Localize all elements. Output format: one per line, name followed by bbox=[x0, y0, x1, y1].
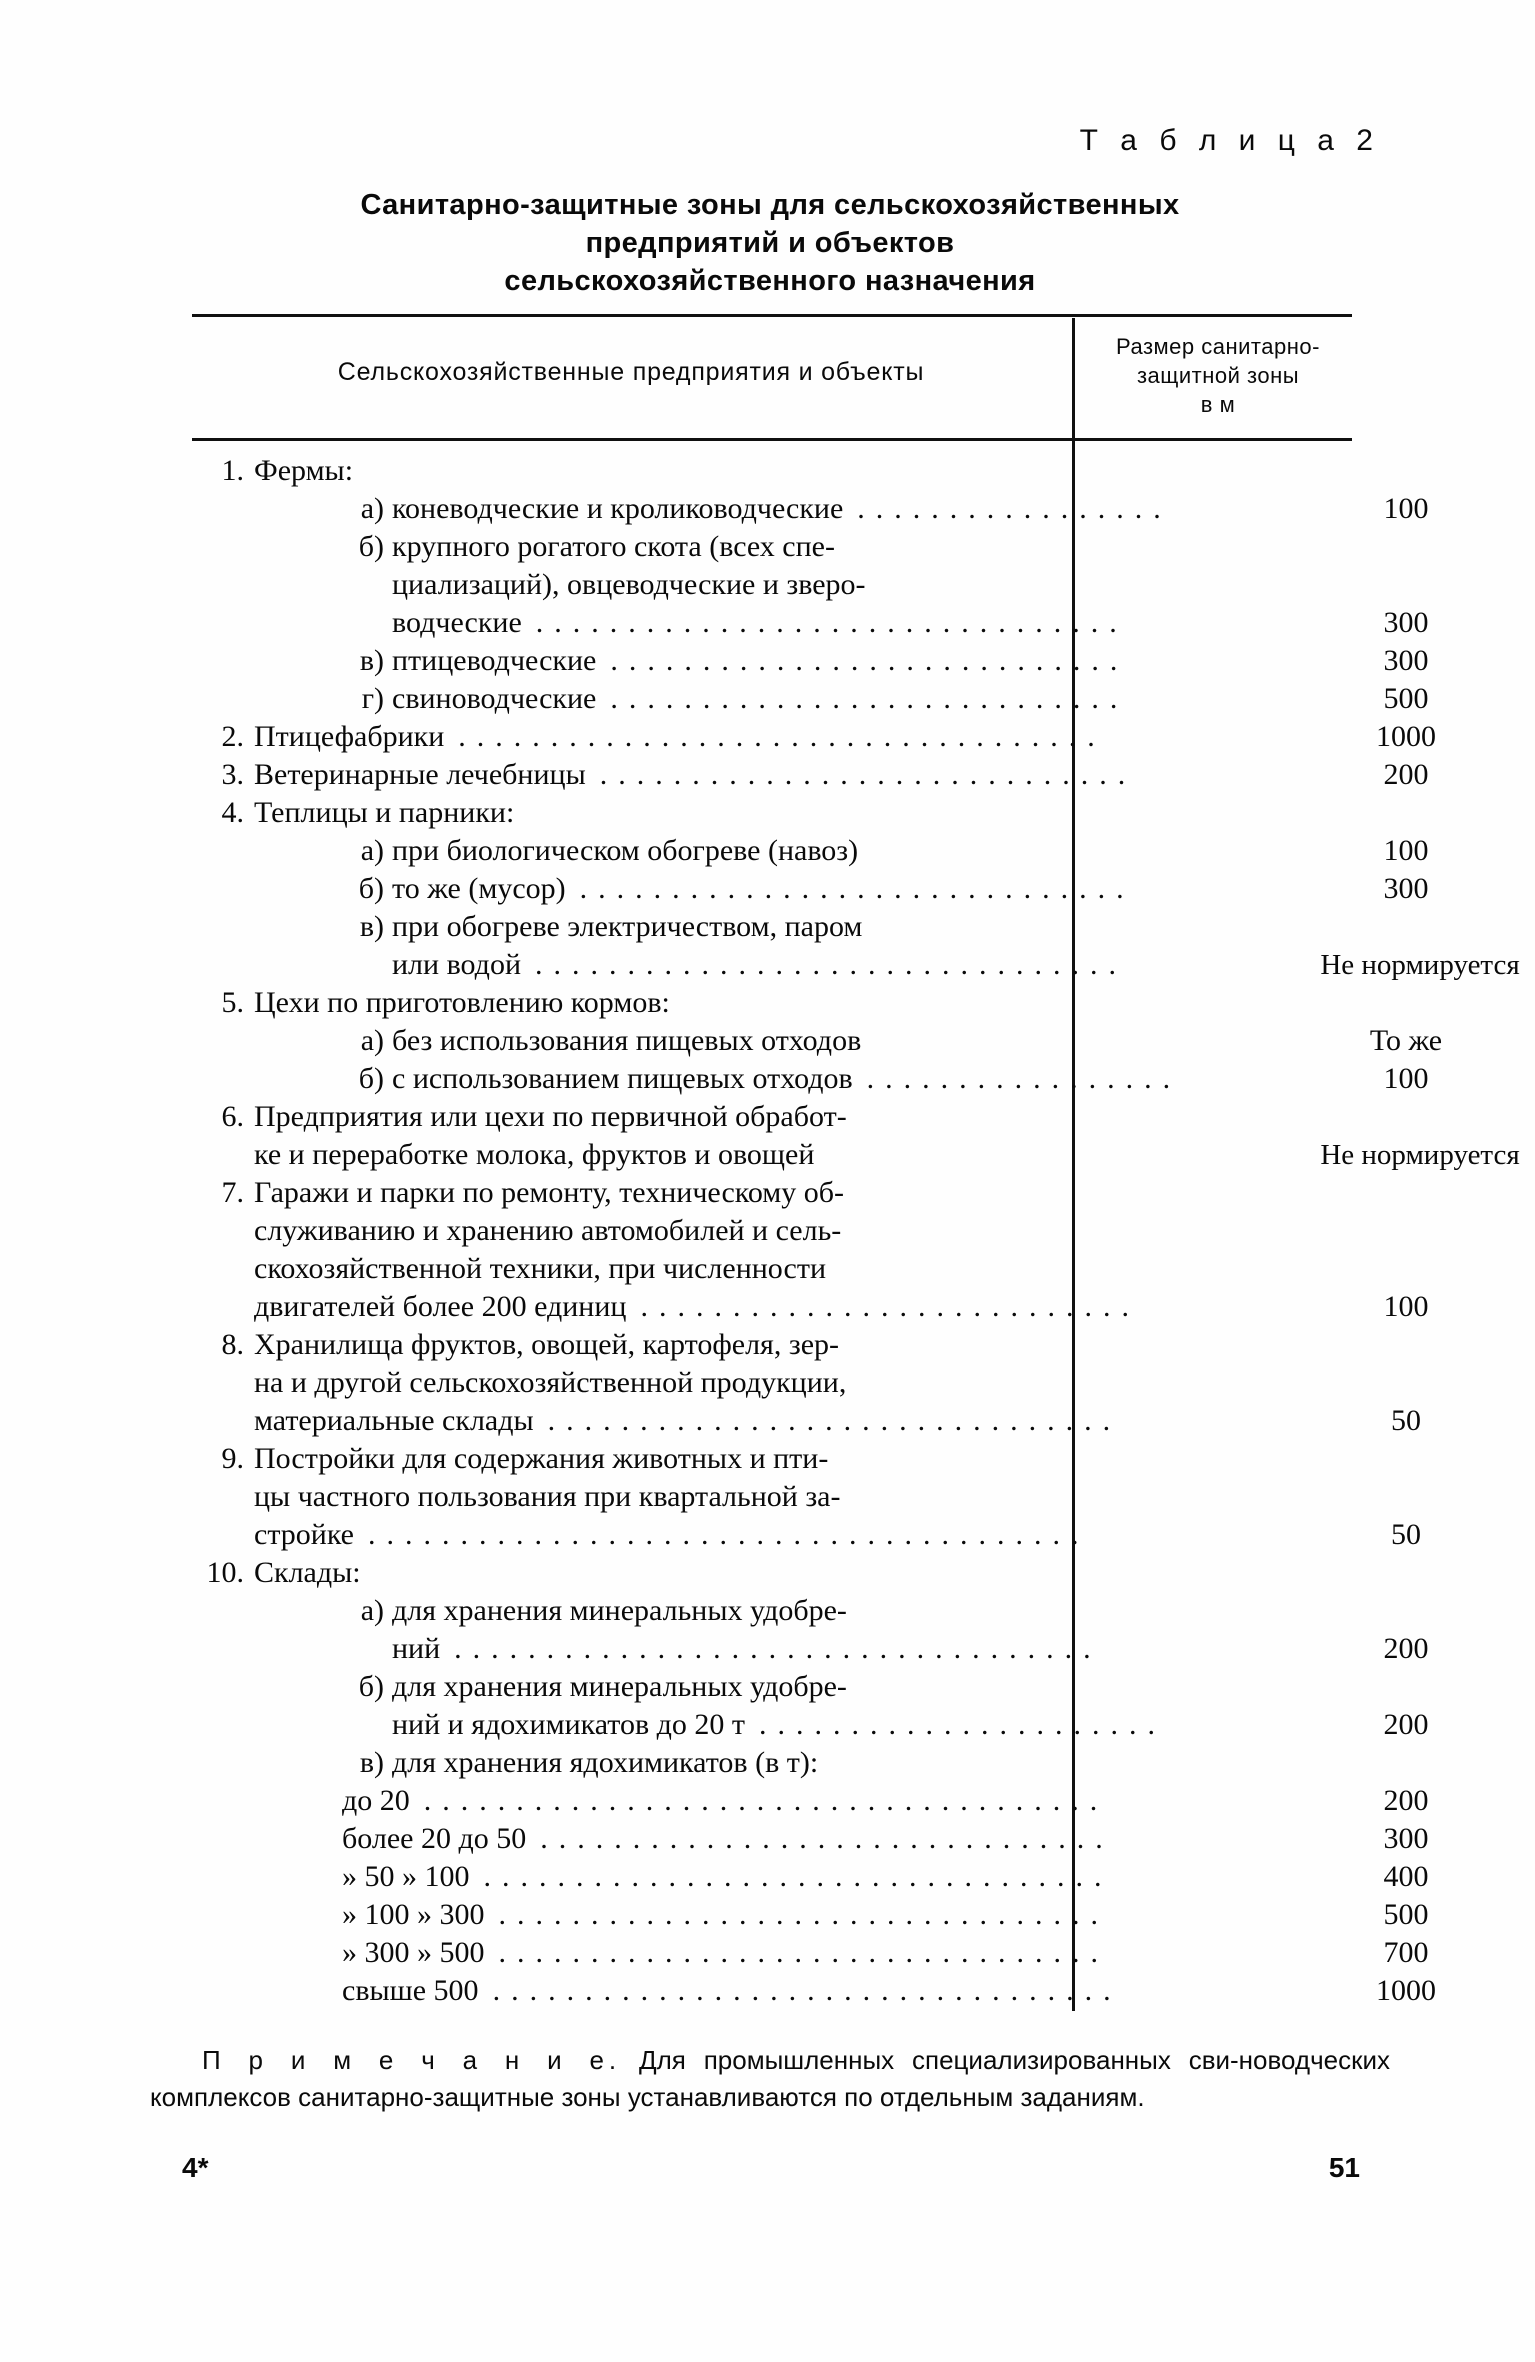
leader-dots: ........................... bbox=[640, 1290, 1140, 1323]
row-value: 200 bbox=[1383, 1784, 1429, 1817]
table-row bbox=[192, 1060, 1429, 1098]
table-header-rule bbox=[192, 438, 1352, 441]
row-value: То же bbox=[1369, 1024, 1443, 1057]
row-label: птицеводческие bbox=[392, 644, 597, 677]
table-row bbox=[192, 1440, 1372, 1478]
row-label: двигателей более 200 единиц bbox=[254, 1290, 627, 1323]
row-value: Не нормируется bbox=[1320, 949, 1520, 981]
table-row bbox=[192, 1326, 1372, 1364]
row-value: Не нормируется bbox=[1320, 1139, 1520, 1171]
leader-dots: ................................... bbox=[458, 720, 1106, 753]
row-label: при обогреве электричеством, паром bbox=[392, 910, 863, 943]
table-top-rule bbox=[192, 314, 1352, 317]
table-row bbox=[192, 1668, 1372, 1706]
leader-dots: .................................. bbox=[492, 1974, 1122, 2007]
row-label: Постройки для содержания животных и пти- bbox=[254, 1442, 829, 1475]
table-row bbox=[192, 1288, 1429, 1326]
row-value: 300 bbox=[1383, 606, 1429, 639]
row-value: 700 bbox=[1383, 1936, 1429, 1969]
row-label: без использования пищевых отходов bbox=[392, 1024, 862, 1057]
column-header-zone-size-line-1: Размер санитарно- bbox=[1116, 334, 1320, 359]
row-letter: б) bbox=[358, 1062, 384, 1095]
footnote-text: Для промышленных специализированных сви-новодческих комплексов санитарно-защитные зоны устанавливаются по отдельным заданиям. bbox=[150, 2045, 1390, 2112]
leader-dots: ................. bbox=[857, 492, 1172, 525]
row-label: Теплицы и парники: bbox=[254, 796, 515, 829]
row-letter: в) bbox=[359, 910, 384, 943]
row-label: то же (мусор) bbox=[392, 872, 566, 905]
row-label: Хранилища фруктов, овощей, картофеля, зер- bbox=[254, 1328, 839, 1361]
row-value: 300 bbox=[1383, 1822, 1429, 1855]
column-header-zone-size-line-3: в м bbox=[1200, 392, 1236, 417]
table-row bbox=[192, 984, 1372, 1022]
leader-dots: ................................. bbox=[498, 1898, 1109, 1931]
row-letter: а) bbox=[360, 492, 384, 525]
table-row bbox=[192, 1934, 1429, 1972]
row-label: Предприятия или цехи по первичной обработ- bbox=[254, 1100, 847, 1133]
leader-dots: ............................... bbox=[540, 1822, 1114, 1855]
table-row bbox=[192, 870, 1429, 908]
table-row bbox=[192, 1364, 1372, 1402]
table-number-caption: Т а б л и ц а 2 bbox=[1079, 124, 1380, 157]
row-number: 8. bbox=[221, 1328, 244, 1361]
row-value: 1000 bbox=[1376, 720, 1436, 753]
row-letter: б) bbox=[358, 872, 384, 905]
leader-dots: ..................................... bbox=[423, 1784, 1109, 1817]
leader-dots: ................................ bbox=[535, 948, 1127, 981]
column-header-zone-size bbox=[1078, 332, 1358, 419]
row-letter: б) bbox=[358, 530, 384, 563]
row-value: 100 bbox=[1383, 1062, 1429, 1095]
table-row bbox=[192, 490, 1429, 528]
row-label: ке и переработке молока, фруктов и овощей bbox=[254, 1138, 815, 1171]
leader-dots: .................................. bbox=[483, 1860, 1113, 1893]
leader-dots: ...................... bbox=[759, 1708, 1167, 1741]
row-label: Гаражи и парки по ремонту, техническому об- bbox=[254, 1176, 845, 1209]
table-row bbox=[192, 1098, 1372, 1136]
row-label: Фермы: bbox=[254, 454, 354, 487]
row-number: 6. bbox=[221, 1100, 244, 1133]
row-number: 3. bbox=[221, 758, 244, 791]
leader-dots: ................................. bbox=[498, 1936, 1109, 1969]
table-row bbox=[192, 946, 1520, 984]
table-row bbox=[192, 832, 1429, 870]
row-label: стройке bbox=[254, 1518, 354, 1551]
row-label: цы частного пользования при квартальной за- bbox=[254, 1480, 841, 1513]
table-row bbox=[192, 1174, 1372, 1212]
row-value: 200 bbox=[1383, 1632, 1429, 1665]
table-row bbox=[192, 908, 1372, 946]
table-row bbox=[192, 1554, 1372, 1592]
row-label: для хранения ядохимикатов (в т): bbox=[392, 1746, 819, 1779]
row-number: 2. bbox=[221, 720, 244, 753]
table-row bbox=[192, 1478, 1372, 1516]
table-row bbox=[192, 756, 1429, 794]
row-letter: а) bbox=[360, 1024, 384, 1057]
row-letter: б) bbox=[358, 1670, 384, 1703]
row-label: водческие bbox=[392, 606, 522, 639]
row-letter: в) bbox=[359, 644, 384, 677]
table-row bbox=[192, 1402, 1421, 1440]
leader-dots: ............................. bbox=[599, 758, 1137, 791]
row-label: с использованием пищевых отходов bbox=[392, 1062, 853, 1095]
page-number: 51 bbox=[1328, 2152, 1360, 2183]
row-label: для хранения минеральных удобре- bbox=[392, 1670, 847, 1703]
row-letter: а) bbox=[360, 1594, 384, 1627]
table-row bbox=[192, 604, 1429, 642]
row-label: или водой bbox=[392, 948, 521, 981]
row-label: более 20 до 50 bbox=[342, 1822, 527, 1855]
row-label: » 300 » 500 bbox=[342, 1936, 485, 1969]
footnote-label: П р и м е ч а н и е. bbox=[202, 2045, 622, 2075]
leader-dots: ............................... bbox=[547, 1404, 1122, 1437]
leader-dots: ................................... bbox=[454, 1632, 1102, 1665]
table-row bbox=[192, 528, 1372, 566]
row-value: 1000 bbox=[1376, 1974, 1436, 2007]
row-value: 300 bbox=[1383, 872, 1429, 905]
row-label: свыше 500 bbox=[342, 1974, 479, 2007]
leader-dots: ................. bbox=[866, 1062, 1182, 1095]
table-row bbox=[192, 1744, 1372, 1782]
row-letter: а) bbox=[360, 834, 384, 867]
row-label: Ветеринарные лечебницы bbox=[254, 758, 586, 791]
row-label: Склады: bbox=[254, 1556, 361, 1589]
row-value: 50 bbox=[1391, 1518, 1421, 1551]
table-footnote bbox=[150, 2042, 1390, 2116]
table-row bbox=[192, 1858, 1429, 1896]
table-row bbox=[192, 1630, 1429, 1668]
row-value: 50 bbox=[1391, 1404, 1421, 1437]
row-value: 100 bbox=[1383, 492, 1429, 525]
row-number: 1. bbox=[221, 454, 244, 487]
row-label: на и другой сельскохозяйственной продукции, bbox=[254, 1366, 847, 1399]
row-label: скохозяйственной техники, при численности bbox=[254, 1252, 827, 1285]
table-row bbox=[192, 1212, 1372, 1250]
row-value: 500 bbox=[1383, 682, 1429, 715]
row-value: 100 bbox=[1383, 1290, 1429, 1323]
leader-dots: ............................ bbox=[610, 682, 1129, 715]
table-row bbox=[192, 680, 1429, 718]
table-row bbox=[192, 1782, 1429, 1820]
row-number: 10. bbox=[206, 1556, 244, 1589]
row-label: Цехи по приготовлению кормов: bbox=[254, 986, 670, 1019]
row-letter: в) bbox=[359, 1746, 384, 1779]
table-row bbox=[192, 1022, 1443, 1060]
row-value: 200 bbox=[1383, 758, 1429, 791]
table-body bbox=[192, 452, 1520, 2012]
row-label: при биологическом обогреве (навоз) bbox=[392, 834, 859, 867]
row-label: крупного рогатого скота (всех спе- bbox=[392, 530, 835, 563]
row-label: ний bbox=[392, 1632, 441, 1665]
leader-dots: ............................ bbox=[610, 644, 1129, 677]
signature-mark: 4* bbox=[182, 2152, 209, 2183]
row-value: 300 bbox=[1383, 644, 1429, 677]
row-number: 7. bbox=[221, 1176, 244, 1209]
row-value: 500 bbox=[1383, 1898, 1429, 1931]
table-row bbox=[192, 718, 1436, 756]
table-row bbox=[192, 1592, 1372, 1630]
table-row bbox=[192, 1250, 1372, 1288]
table-row bbox=[192, 1820, 1429, 1858]
table-row bbox=[192, 452, 1372, 490]
leader-dots: ....................................... bbox=[368, 1518, 1090, 1551]
row-value: 400 bbox=[1383, 1860, 1429, 1893]
row-label: для хранения минеральных удобре- bbox=[392, 1594, 847, 1627]
row-label: » 50 » 100 bbox=[342, 1860, 470, 1893]
row-label: коневодческие и кролиководческие bbox=[392, 492, 844, 525]
table-row bbox=[192, 1136, 1520, 1174]
row-label: циализаций), овцеводческие и зверо- bbox=[392, 568, 866, 601]
table-row bbox=[192, 1896, 1429, 1934]
row-value: 100 bbox=[1383, 834, 1429, 867]
row-number: 9. bbox=[221, 1442, 244, 1475]
row-label: ний и ядохимикатов до 20 т bbox=[392, 1708, 746, 1741]
table-title-line-3: сельскохозяйственного назначения bbox=[504, 265, 1036, 297]
row-value: 200 bbox=[1383, 1708, 1429, 1741]
row-letter: г) bbox=[361, 682, 384, 715]
row-label: служиванию и хранению автомобилей и сель- bbox=[254, 1214, 842, 1247]
row-label: свиноводческие bbox=[392, 682, 597, 715]
table-row bbox=[192, 794, 1372, 832]
row-number: 4. bbox=[221, 796, 244, 829]
column-header-objects: Сельскохозяйственные предприятия и объекты bbox=[337, 358, 925, 386]
table-row bbox=[192, 566, 1372, 604]
table-title-line-2: предприятий и объектов bbox=[585, 227, 955, 259]
table-title bbox=[190, 186, 1350, 300]
row-label: » 100 » 300 bbox=[342, 1898, 485, 1931]
row-number: 5. bbox=[221, 986, 244, 1019]
leader-dots: ................................ bbox=[535, 606, 1128, 639]
table-row bbox=[192, 1706, 1429, 1744]
table-row bbox=[192, 1972, 1436, 2010]
table-row bbox=[192, 1516, 1421, 1554]
row-label: материальные склады bbox=[254, 1404, 534, 1437]
table-title-line-1: Санитарно-защитные зоны для сельскохозяйственных bbox=[360, 189, 1180, 221]
column-header-zone-size-line-2: защитной зоны bbox=[1136, 363, 1300, 388]
leader-dots: .............................. bbox=[579, 872, 1135, 905]
table-row bbox=[192, 642, 1429, 680]
row-label: до 20 bbox=[342, 1784, 410, 1817]
row-label: Птицефабрики bbox=[254, 720, 445, 753]
